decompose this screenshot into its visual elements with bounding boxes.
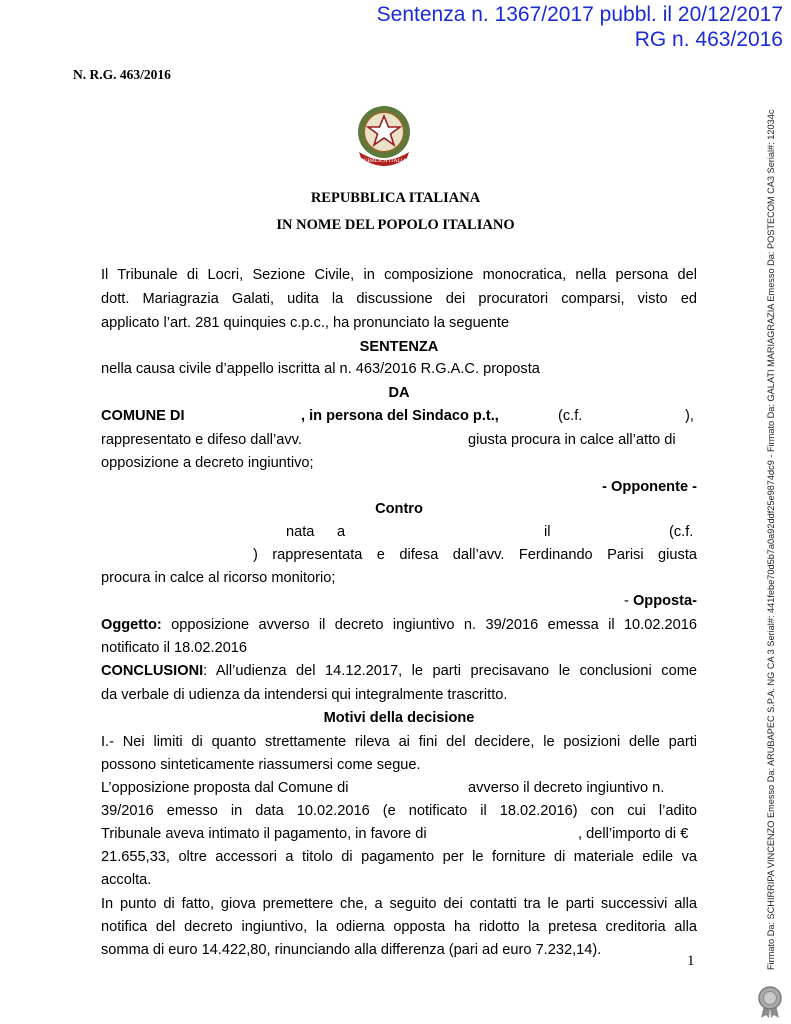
contro-heading: Contro <box>375 501 423 517</box>
opposta-line-2: ) rappresentata e difesa dall’avv. Ferdinando Parisi giusta <box>253 547 697 563</box>
conclusioni-label: CONCLUSIONI <box>101 663 204 679</box>
para3-line-1: In punto di fatto, giova premettere che, a seguito dei contatti tra le parti successivi alla <box>101 896 697 912</box>
title-repubblica: REPUBBLICA ITALIANA <box>310 190 481 206</box>
opposta-label <box>101 589 697 613</box>
intro-line-1: Il Tribunale di Locri, Sezione Civile, in composizione monocratica, nella persona del <box>101 267 697 283</box>
conclusioni-line-1 <box>101 659 697 683</box>
oggetto-text: opposizione avverso il decreto ingiuntivo n. 39/2016 emessa il 10.02.2016 <box>161 617 697 633</box>
intro-line-3: applicato l’art. 281 quinquies c.p.c., ha pronunciato la seguente <box>101 315 510 331</box>
intro-line-2: dott. Mariagrazia Galati, udita la discussione dei procuratori comparsi, visto ed <box>101 291 697 307</box>
comune-cf-close: ), <box>685 408 694 424</box>
conclusioni-text: : All’udienza del 14.12.2017, le parti precisavano le conclusioni come <box>203 663 697 679</box>
para1-line-1: I.- Nei limiti di quanto strettamente rileva ai fini del decidere, le posizioni delle parti <box>101 734 697 750</box>
da-heading: DA <box>388 385 410 401</box>
para2-line-2: 39/2016 emesso in data 10.02.2016 (e notificato il 18.02.2016) con cui l’adito <box>101 803 697 819</box>
page-number: 1 <box>687 953 695 969</box>
sentenza-heading: SENTENZA <box>359 339 439 355</box>
causa-line: nella causa civile d’appello iscritta al n. 463/2016 R.G.A.C. proposta <box>101 361 540 377</box>
motivi-heading: Motivi della decisione <box>323 710 475 726</box>
opposta-line-3: procura in calce al ricorso monitorio; <box>101 570 336 586</box>
para2-avverso: avverso il decreto ingiuntivo n. <box>468 780 665 796</box>
title-popolo: IN NOME DEL POPOLO ITALIANO <box>276 217 515 233</box>
opposta-nata: nata <box>286 524 315 540</box>
comune-avv: rappresentato e difeso dall’avv. <box>101 432 302 448</box>
oggetto-line-1 <box>101 613 697 637</box>
para2-line-5: accolta. <box>101 872 152 888</box>
certification-seal-icon <box>755 985 785 1019</box>
opposta-cf: (c.f. <box>669 524 694 540</box>
para2-importo: , dell’importo di € <box>578 826 689 842</box>
header-rg-line: RG n. 463/2016 <box>634 28 783 51</box>
para2-comune: L’opposizione proposta dal Comune di <box>101 780 349 796</box>
opposta-dash: - <box>624 593 633 609</box>
para1-line-2: possono sinteticamente riassumersi come segue. <box>101 757 421 773</box>
comune-label: COMUNE DI <box>101 408 185 424</box>
svg-text:REPUBBLICA ITALIANA: REPUBBLICA ITALIANA <box>353 158 415 164</box>
header-sentenza-line: Sentenza n. 1367/2017 pubbl. il 20/12/2017 <box>376 3 783 26</box>
comune-line-3: opposizione a decreto ingiuntivo; <box>101 455 314 471</box>
para3-line-3: somma di euro 14.422,80, rinunciando alla differenza (pari ad euro 7.232,14). <box>101 942 602 958</box>
oggetto-line-2: notificato il 18.02.2016 <box>101 640 248 656</box>
comune-sindaco: , in persona del Sindaco p.t., <box>301 408 499 424</box>
para2-line-4: 21.655,33, oltre accessori a titolo di pagamento per le forniture di materiale edile va <box>101 849 697 865</box>
opposta-il: il <box>544 524 551 540</box>
comune-cf: (c.f. <box>558 408 583 424</box>
signature-side-note: Firmato Da: SCHIRRIPA VINCENZO Emesso Da: ARUBAPEC S.P.A. NG CA 3 Serial#: 441febe70d5b7a0a92ddf25e9874dc9 - Firmato Da: GALATI MARIAGRAZIA Emesso Da: POSTECOM CA3 Serial#: 12034c <box>766 109 776 970</box>
para2-tribunale: Tribunale aveva intimato il pagamento, in favore di <box>101 826 427 842</box>
opposta-a: a <box>337 524 346 540</box>
rg-number: N. R.G. 463/2016 <box>73 67 171 82</box>
opposta-label-text: Opposta- <box>632 593 697 609</box>
conclusioni-line-2: da verbale di udienza da intendersi qui integralmente trascritto. <box>101 687 508 703</box>
oggetto-label: Oggetto: <box>101 617 162 633</box>
republic-emblem-icon <box>345 96 423 174</box>
para3-line-2: notifica del decreto ingiuntivo, la odierna opposta ha ridotto la pretesa creditoria alla <box>101 919 697 935</box>
comune-procura: giusta procura in calce all’atto di <box>468 432 676 448</box>
opponente-label: - Opponente - <box>602 479 697 495</box>
